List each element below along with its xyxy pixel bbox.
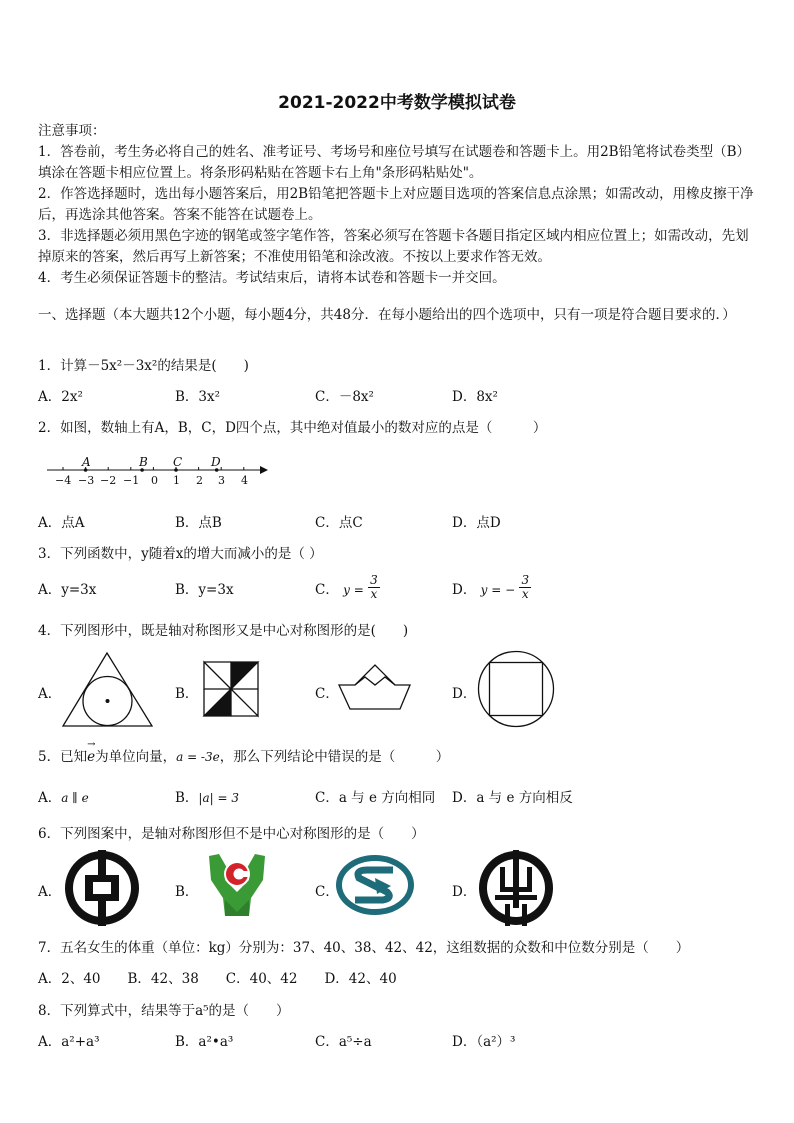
q4-option-b: B． bbox=[175, 686, 199, 702]
q2-option-c: C．点C bbox=[315, 515, 363, 531]
q3-d-lhs: y = − bbox=[480, 583, 516, 597]
q3-option-d bbox=[452, 573, 531, 601]
q3-c-lhs: y = bbox=[343, 583, 364, 597]
q1-option-d: D．8x² bbox=[452, 389, 498, 405]
tick-label: 4 bbox=[241, 474, 248, 487]
q8-option-c: C．a⁵÷a bbox=[315, 1034, 372, 1050]
tick-label: −4 bbox=[55, 474, 72, 487]
q3-c-numerator: 3 bbox=[370, 573, 378, 587]
q8-option-b: B．a²•a³ bbox=[175, 1034, 234, 1050]
q3-d-denominator: x bbox=[521, 587, 529, 601]
q8-option-d: D．（a²）³ bbox=[452, 1034, 516, 1050]
tick-label: −2 bbox=[100, 474, 117, 487]
q6-option-a: A． bbox=[38, 884, 62, 900]
tick-label: −3 bbox=[78, 474, 95, 487]
q3-d-fraction bbox=[519, 574, 531, 601]
question-4-stem: 4．下列图形中，既是轴对称图形又是中心对称图形的是( ) bbox=[38, 623, 409, 639]
q4-option-c: C． bbox=[315, 686, 339, 702]
q7-options: A．2、40 B．42、38 C．40、42 D．42、40 bbox=[38, 971, 397, 987]
q5-option-b: B．|a| = 3 bbox=[175, 790, 239, 806]
q2-option-b: B．点B bbox=[175, 515, 222, 531]
point-d-label: D bbox=[211, 455, 221, 469]
tick-label: 3 bbox=[218, 474, 225, 487]
q4-option-a: A． bbox=[38, 686, 62, 702]
q5-a-text: a ∥ e bbox=[61, 791, 89, 805]
coin-logo-icon bbox=[63, 849, 141, 927]
circle-square-figure bbox=[477, 650, 555, 728]
q1-option-c: C．－8x² bbox=[315, 389, 374, 405]
point-a-label: A bbox=[82, 455, 91, 469]
q2-option-a: A．点A bbox=[38, 515, 85, 531]
q5-d-text: a 与 e 方向相反 bbox=[476, 790, 573, 806]
q3-option-c bbox=[315, 573, 380, 601]
notice-item-4: 4．考生必须保证答题卡的整洁。考试结束后，请将本试卷和答题卡一并交回。 bbox=[38, 270, 506, 286]
q2-option-d: D．点D bbox=[452, 515, 501, 531]
page-title: 2021-2022中考数学模拟试卷 bbox=[278, 93, 516, 113]
question-1-stem: 1．计算－5x²－3x²的结果是( ) bbox=[38, 358, 249, 374]
q5-c-text: a 与 e 方向相同 bbox=[338, 790, 436, 806]
notice-item-1: 1．答卷前，考生务必将自己的姓名、准考证号、考场号和座位号填写在试题卷和答题卡上。用2B铅笔将试卷类型（B）填涂在答题卡相应位置上。将条形码粘贴在答题卡右上角"条形码粘贴处"。 bbox=[38, 144, 751, 181]
question-8-stem: 8．下列算式中，结果等于a⁵的是（ ） bbox=[38, 1003, 290, 1019]
question-2-stem: 2．如图，数轴上有A，B，C，D四个点，其中绝对值最小的数对应的点是（ ） bbox=[38, 420, 547, 436]
q1-option-b: B．3x² bbox=[175, 389, 221, 405]
q5-option-c: C．a 与 e 方向相同 bbox=[315, 790, 436, 806]
pinwheel-figure bbox=[203, 661, 259, 717]
abc-bank-logo-icon bbox=[477, 849, 555, 927]
notice-item-2: 2．作答选择题时，选出每小题答案后，用2B铅笔把答题卡上对应题目选项的答案信息点涂黑；如需改动，用橡皮擦干净后，再选涂其他答案。答案不能答在试题卷上。 bbox=[38, 186, 754, 223]
boat-figure bbox=[338, 664, 412, 710]
q8-option-a: A．a²+a³ bbox=[38, 1034, 100, 1050]
notice-heading: 注意事项： bbox=[38, 123, 106, 139]
q1-option-a: A．2x² bbox=[38, 389, 83, 405]
notice-item-3: 3．非选择题必须用黑色字迹的钢笔或签字笔作答，答案必须写在答题卡各题目指定区域内相应位置上；如需改动，先划掉原来的答案，然后再写上新答案；不准使用铅笔和涂改液。不按以上要求作答无效。 bbox=[38, 228, 749, 265]
question-3-stem: 3．下列函数中，y随着x的增大而减小的是（ ） bbox=[38, 546, 323, 562]
q5-stem-c: ，那么下列结论中错误的是（ ） bbox=[219, 749, 450, 765]
tick-label: 0 bbox=[151, 474, 158, 487]
q3-option-a: A．y=3x bbox=[38, 582, 97, 598]
q6-option-b: B． bbox=[175, 884, 199, 900]
q5-stem-a: 5．已知 bbox=[38, 749, 88, 765]
q3-option-c-label: C． bbox=[315, 582, 339, 598]
q6-option-c: C． bbox=[315, 884, 339, 900]
q3-c-fraction bbox=[368, 574, 380, 601]
q3-option-b: B．y=3x bbox=[175, 582, 234, 598]
agri-bank-logo-icon bbox=[203, 850, 271, 920]
q3-option-d-label: D． bbox=[452, 582, 477, 598]
triangle-circle-figure bbox=[62, 652, 154, 728]
point-c-label: C bbox=[173, 455, 183, 469]
question-6-stem: 6．下列图案中，是轴对称图形但不是中心对称图形的是（ ） bbox=[38, 826, 425, 842]
q5-option-d: D．a 与 e 方向相反 bbox=[452, 790, 573, 806]
q6-option-d: D． bbox=[452, 884, 477, 900]
question-5-stem bbox=[38, 739, 758, 765]
section-heading: 一、选择题（本大题共12个小题，每小题4分，共48分．在每小题给出的四个选项中，只有一项是符合题目要求的．） bbox=[38, 307, 736, 323]
s-bank-logo-icon bbox=[337, 856, 413, 914]
q5-vector-equation: a = -3e bbox=[176, 750, 220, 764]
tick-label: 1 bbox=[173, 474, 180, 487]
q4-option-d: D． bbox=[452, 686, 477, 702]
question-7-stem: 7．五名女生的体重（单位：kg）分别为：37、40、38、42、42，这组数据的众数和中位数分别是（ ） bbox=[38, 940, 690, 956]
tick-label: 2 bbox=[196, 474, 203, 487]
q5-stem-b: 为单位向量， bbox=[95, 749, 177, 765]
q3-d-numerator: 3 bbox=[521, 573, 530, 587]
q5-option-a: A．a ∥ e bbox=[38, 790, 89, 806]
vector-arrow-icon: → bbox=[87, 739, 96, 750]
q5-vector-e: → e bbox=[87, 739, 96, 765]
tick-label: −1 bbox=[123, 474, 140, 487]
point-b-label: B bbox=[139, 455, 148, 469]
q5-b-text: |a| = 3 bbox=[198, 791, 239, 805]
q3-c-denominator: x bbox=[370, 587, 378, 601]
